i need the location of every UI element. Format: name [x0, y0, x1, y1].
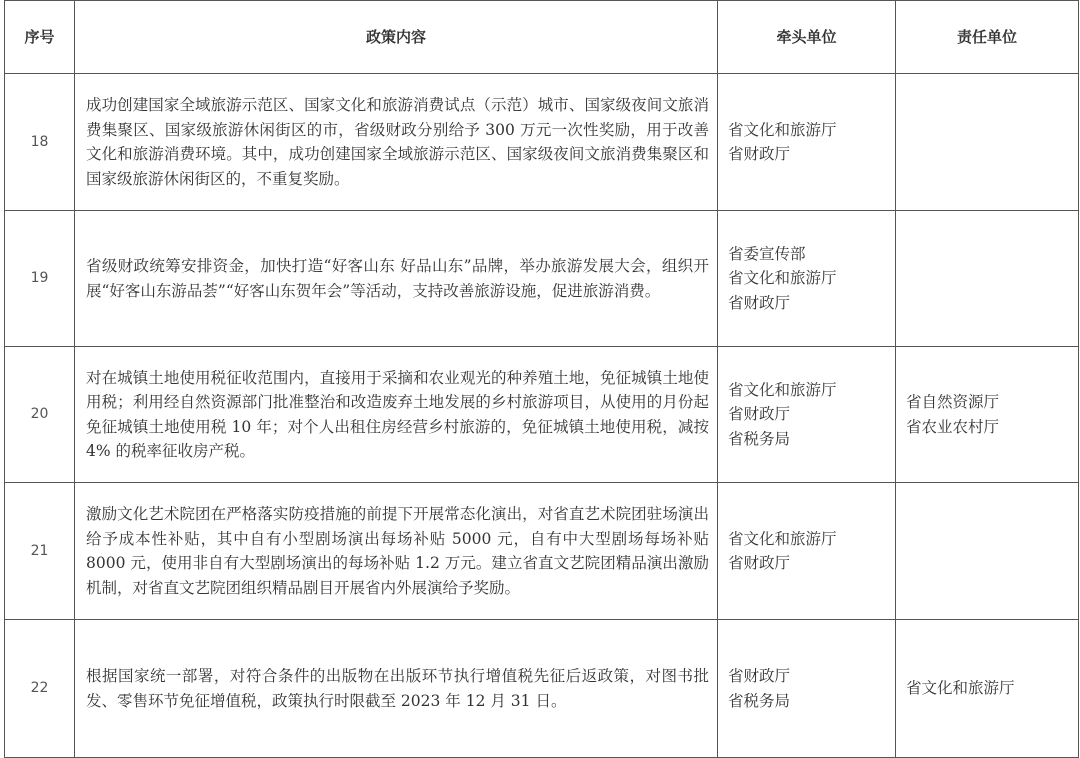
lead-unit: 省财政厅	[728, 667, 791, 685]
responsible-units	[896, 74, 1079, 211]
lead-unit: 省财政厅	[728, 145, 791, 163]
table-row	[5, 483, 1079, 620]
lead-unit: 省财政厅	[728, 405, 791, 424]
lead-unit: 省财政厅	[728, 554, 791, 572]
lead-unit: 省文化和旅游厅	[728, 529, 837, 548]
header-policy-content: 政策内容	[75, 1, 718, 74]
responsible-unit: 省文化和旅游厅	[906, 679, 1015, 698]
header-serial-number: 序号	[5, 1, 75, 74]
row-number: 19	[5, 211, 75, 347]
responsible-unit: 省自然资源厅	[906, 393, 1000, 411]
lead-units	[718, 347, 896, 483]
table-row	[5, 74, 1079, 211]
table-row	[5, 620, 1079, 758]
header-responsible-unit: 责任单位	[896, 1, 1079, 74]
table-row	[5, 347, 1079, 483]
responsible-units	[896, 620, 1079, 758]
policy-content: 成功创建国家全域旅游示范区、国家文化和旅游消费试点（示范）城市、国家级夜间文旅消费集聚区、国家级旅游休闲街区的市，省级财政分别给予 300 万元一次性奖励，用于改善文化和旅游消费环境。其中，成功创建国家全域旅游示范区、国家级夜间文旅消费集聚区和国家级旅游休闲街区的，不重复奖励。	[75, 74, 718, 211]
row-number: 21	[5, 483, 75, 620]
responsible-units	[896, 483, 1079, 620]
lead-units	[718, 211, 896, 347]
header-lead-unit: 牵头单位	[718, 1, 896, 74]
lead-unit: 省文化和旅游厅	[728, 269, 837, 288]
policy-content: 激励文化艺术院团在严格落实防疫措施的前提下开展常态化演出，对省直艺术院团驻场演出给予成本性补贴，其中自有小型剧场演出每场补贴 5000 元，自有中大型剧场每场补贴 8000 元，使用非自有大型剧场演出的每场补贴 1.2 万元。建立省直文艺院团精品演出激励机制，对省直文艺院团组织精品剧目开展省内外展演给予奖励。	[75, 483, 718, 620]
policy-content: 根据国家统一部署，对符合条件的出版物在出版环节执行增值税先征后返政策，对图书批发、零售环节免征增值税，政策执行时限截至 2023 年 12 月 31 日。	[75, 620, 718, 758]
row-number: 22	[5, 620, 75, 758]
lead-unit: 省文化和旅游厅	[728, 120, 837, 139]
lead-units	[718, 620, 896, 758]
policy-content: 对在城镇土地使用税征收范围内，直接用于采摘和农业观光的种养殖土地，免征城镇土地使用税；利用经自然资源部门批准整治和改造废弃土地发展的乡村旅游项目，从使用的月份起免征城镇土地使用税 10 年；对个人出租住房经营乡村旅游的，免征城镇土地使用税，减按 4% 的税率征收房产税。	[75, 347, 718, 483]
policy-content: 省级财政统筹安排资金，加快打造“好客山东 好品山东”品牌，举办旅游发展大会，组织开展“好客山东游品荟”“好客山东贺年会”等活动，支持改善旅游设施，促进旅游消费。	[75, 211, 718, 347]
lead-unit: 省委宣传部	[728, 244, 806, 263]
table-row	[5, 211, 1079, 347]
responsible-units	[896, 211, 1079, 347]
lead-units	[718, 74, 896, 211]
table-header-row	[5, 1, 1079, 74]
lead-unit: 省税务局	[728, 691, 791, 710]
policy-table	[4, 0, 1079, 758]
lead-unit: 省财政厅	[728, 293, 791, 312]
lead-unit: 省税务局	[728, 429, 791, 448]
row-number: 18	[5, 74, 75, 211]
lead-units	[718, 483, 896, 620]
lead-unit: 省文化和旅游厅	[728, 380, 837, 399]
responsible-units	[896, 347, 1079, 483]
responsible-unit: 省农业农村厅	[906, 417, 1000, 436]
row-number: 20	[5, 347, 75, 483]
